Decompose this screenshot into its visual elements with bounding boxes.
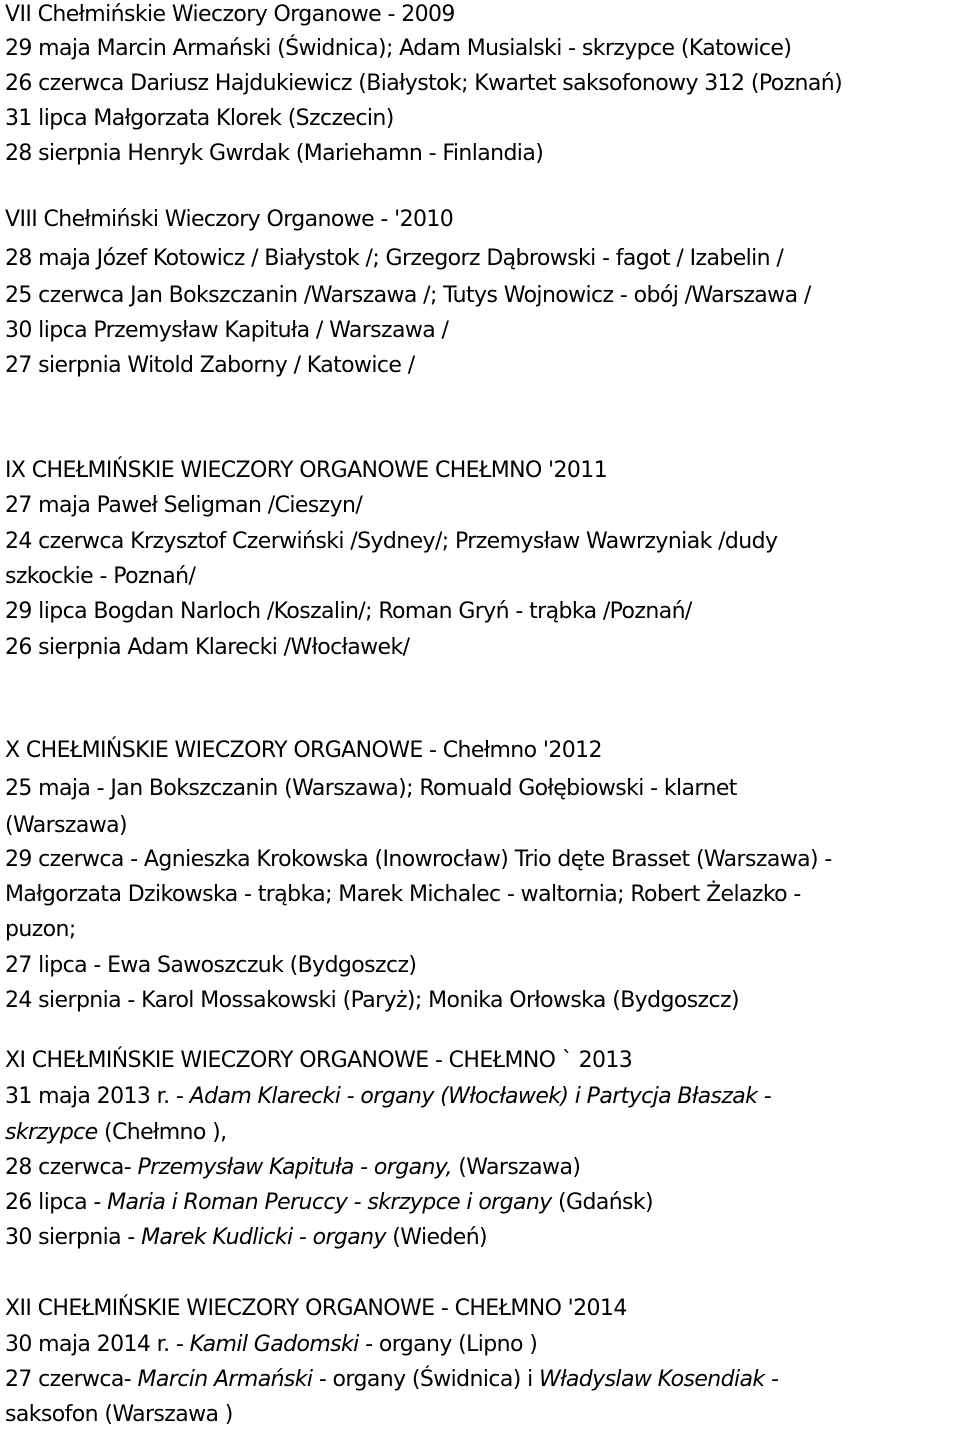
text-line: 31 lipca Małgorzata Klorek (Szczecin) xyxy=(5,106,394,131)
text-line: 30 lipca Przemysław Kapituła / Warszawa / xyxy=(5,318,449,343)
text-line xyxy=(5,1188,653,1218)
text-line: 29 maja Marcin Armański (Świdnica); Adam Musialski - skrzypce (Katowice) xyxy=(5,36,792,61)
section-heading-2012: X CHEŁMIŃSKIE WIECZORY ORGANOWE - Chełmno '2012 xyxy=(5,738,602,763)
location-text: (Warszawa) xyxy=(451,1155,581,1180)
text-line: 28 maja Józef Kotowicz / Białystok /; Grzegorz Dąbrowski - fagot / Izabelin / xyxy=(5,246,784,271)
text-line: 25 maja - Jan Bokszczanin (Warszawa); Romuald Gołębiowski - klarnet xyxy=(5,776,737,801)
location-text: (Gdańsk) xyxy=(551,1190,654,1215)
text-line: 27 lipca - Ewa Sawoszczuk (Bydgoszcz) xyxy=(5,953,417,978)
section-heading-2010: VIII Chełmiński Wieczory Organowe - '2010 xyxy=(5,207,454,232)
text-line: puzon; xyxy=(5,917,76,942)
text-line: 25 czerwca Jan Bokszczanin /Warszawa /; Tutys Wojnowicz - obój /Warszawa / xyxy=(5,283,811,308)
text-line: Małgorzata Dzikowska - trąbka; Marek Michalec - waltornia; Robert Żelazko - xyxy=(5,882,801,907)
performers-text: Marek Kudlicki - organy xyxy=(141,1225,386,1250)
text-line: 28 sierpnia Henryk Gwrdak (Mariehamn - Finlandia) xyxy=(5,141,544,166)
date-text: 27 czerwca- xyxy=(5,1367,138,1392)
date-text: 30 maja 2014 r. - xyxy=(5,1332,190,1357)
performers-text: Przemysław Kapituła - organy, xyxy=(137,1155,452,1180)
performers-text: skrzypce xyxy=(5,1120,98,1145)
text-line xyxy=(5,1365,778,1395)
performers-text: Adam Klarecki - organy (Włocławek) i Partycja Błaszak - xyxy=(189,1084,772,1109)
text-line xyxy=(5,1223,487,1253)
section-heading-2011: IX CHEŁMIŃSKIE WIECZORY ORGANOWE CHEŁMNO '2011 xyxy=(5,458,608,483)
performers-text: Władyslaw Kosendiak - xyxy=(539,1367,779,1392)
text-line xyxy=(5,1082,771,1112)
location-text: - organy (Lipno ) xyxy=(358,1332,538,1357)
date-text: 26 lipca - xyxy=(5,1190,108,1215)
text-line: saksofon (Warszawa ) xyxy=(5,1402,233,1427)
text-line: 24 czerwca Krzysztof Czerwiński /Sydney/; Przemysław Wawrzyniak /dudy xyxy=(5,529,778,554)
text-line xyxy=(5,1330,537,1360)
date-text: 28 czerwca- xyxy=(5,1155,138,1180)
text-line: 26 sierpnia Adam Klarecki /Włocławek/ xyxy=(5,635,410,660)
text-line: 29 lipca Bogdan Narloch /Koszalin/; Roman Gryń - trąbka /Poznań/ xyxy=(5,599,692,624)
location-text: - organy (Świdnica) i xyxy=(312,1367,540,1392)
text-line: 26 czerwca Dariusz Hajdukiewicz (Białystok; Kwartet saksofonowy 312 (Poznań) xyxy=(5,71,843,96)
text-line xyxy=(5,1153,580,1183)
performers-text: Maria i Roman Peruccy - skrzypce i organy xyxy=(107,1190,552,1215)
text-line: 27 maja Paweł Seligman /Cieszyn/ xyxy=(5,493,363,518)
date-text: 31 maja 2013 r. - xyxy=(5,1084,190,1109)
performers-text: Kamil Gadomski xyxy=(189,1332,359,1357)
performers-text: Marcin Armański xyxy=(137,1367,313,1392)
section-heading-2014: XII CHEŁMIŃSKIE WIECZORY ORGANOWE - CHEŁMNO '2014 xyxy=(5,1296,627,1321)
date-text: 30 sierpnia - xyxy=(5,1225,142,1250)
section-heading-2009: VII Chełmińskie Wieczory Organowe - 2009 xyxy=(5,2,455,27)
section-heading-2013: XI CHEŁMIŃSKIE WIECZORY ORGANOWE - CHEŁMNO ` 2013 xyxy=(5,1048,633,1073)
text-line: 27 sierpnia Witold Zaborny / Katowice / xyxy=(5,353,415,378)
text-line: 29 czerwca - Agnieszka Krokowska (Inowrocław) Trio dęte Brasset (Warszawa) - xyxy=(5,847,832,872)
text-line: (Warszawa) xyxy=(5,813,128,838)
text-line xyxy=(5,1118,227,1148)
location-text: (Chełmno ), xyxy=(97,1120,227,1145)
text-line: 24 sierpnia - Karol Mossakowski (Paryż); Monika Orłowska (Bydgoszcz) xyxy=(5,988,739,1013)
location-text: (Wiedeń) xyxy=(385,1225,488,1250)
text-line: szkockie - Poznań/ xyxy=(5,564,196,589)
